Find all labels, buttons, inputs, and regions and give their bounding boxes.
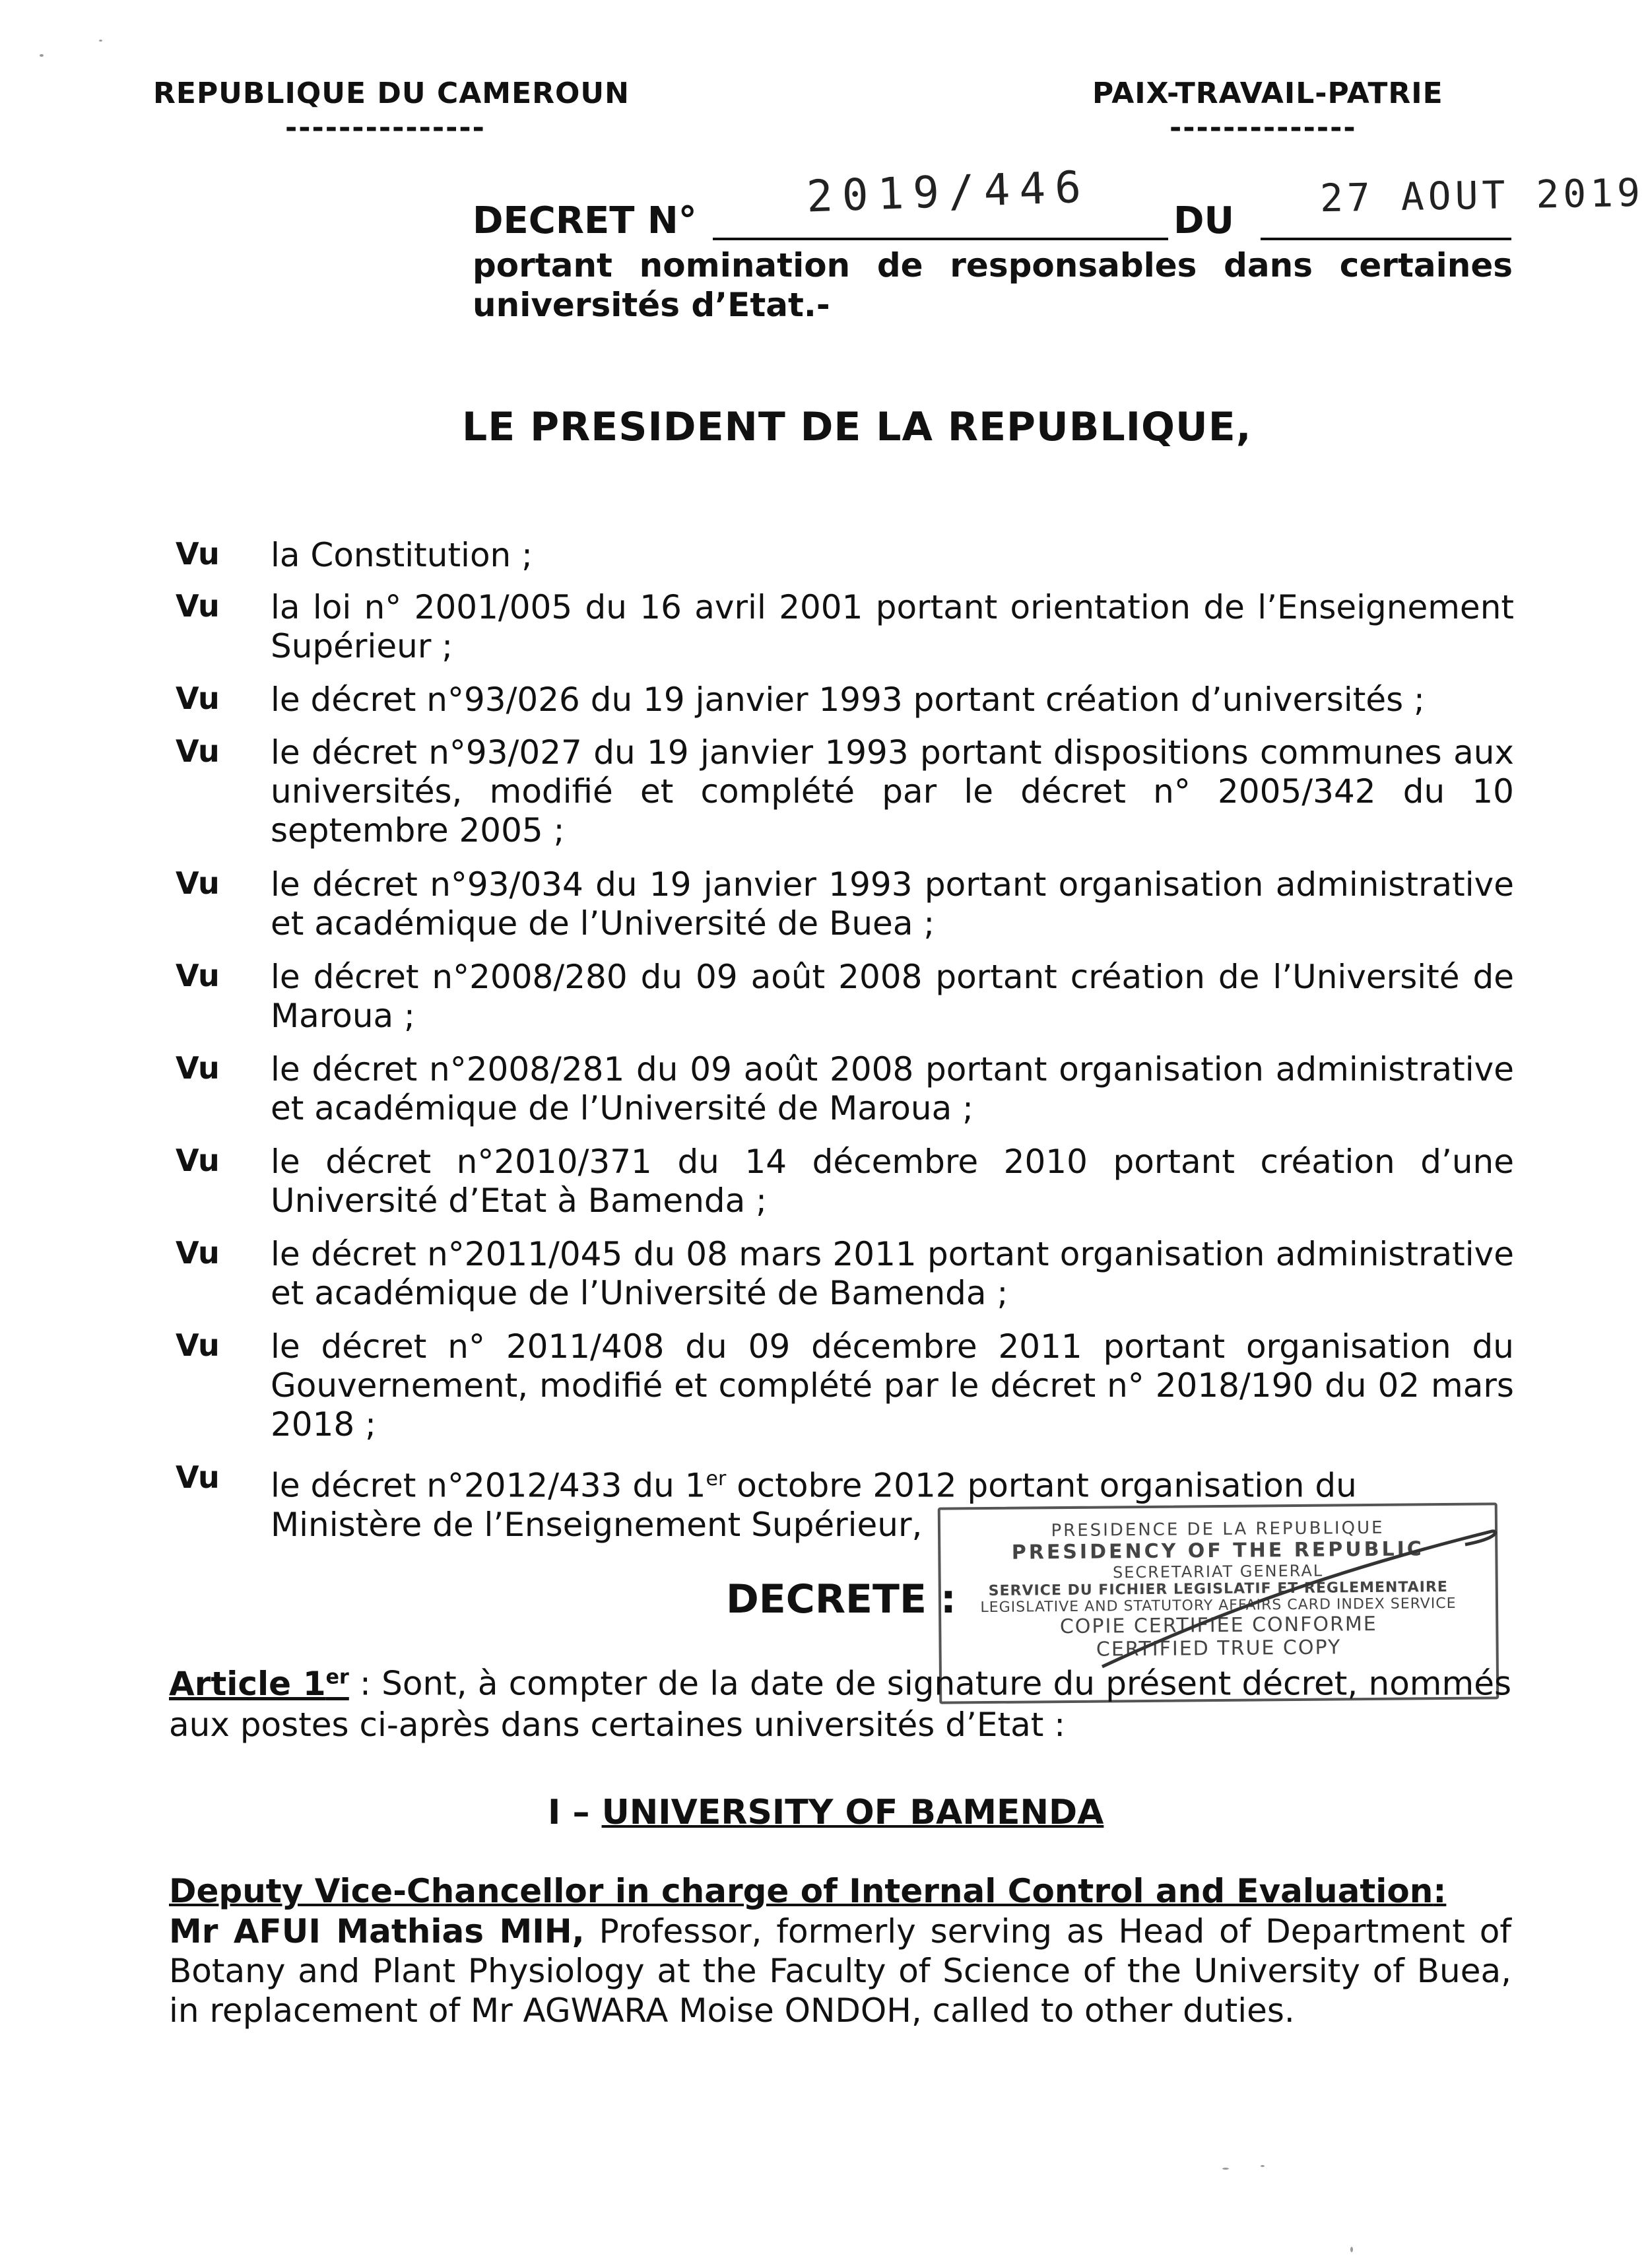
scan-speck: [1261, 2165, 1265, 2167]
article-1-label: Article 1er: [169, 1664, 349, 1703]
scan-speck: [40, 54, 44, 57]
header-right-dash: --------------: [1169, 111, 1357, 145]
scan-speck: [99, 40, 102, 42]
vu-text: le décret n°93/034 du 19 janvier 1993 portant organisation administrative et académique de l’Université de Buea ;: [271, 865, 1514, 943]
decree-date: 27 AOUT 2019: [1319, 170, 1645, 221]
article-1: [169, 1657, 1511, 1745]
vu-label: Vu: [176, 588, 220, 624]
section-title: UNIVERSITY OF BAMENDA: [601, 1793, 1104, 1832]
vu-label: Vu: [176, 733, 220, 769]
vu-text: le décret n°93/026 du 19 janvier 1993 portant création d’universités ;: [271, 681, 1425, 719]
header-right: PAIX-TRAVAIL-PATRIE: [1092, 77, 1443, 110]
appointment-text: [169, 1912, 1511, 2030]
vu-label: Vu: [176, 1235, 220, 1271]
decree-subtitle: portant nomination de responsables dans certaines universités d’Etat.-: [473, 246, 1513, 324]
vu-text: le décret n°2008/280 du 09 août 2008 portant création de l’Université de Maroua ;: [271, 958, 1514, 1035]
vu-label: Vu: [176, 681, 220, 716]
stamp-line: SECRETARIAT GENERAL: [1112, 1561, 1324, 1582]
stamp-line: PRESIDENCY OF THE REPUBLIC: [1011, 1537, 1424, 1564]
vu-last-sup: er: [706, 1467, 727, 1490]
header-left: REPUBLIQUE DU CAMEROUN: [153, 77, 630, 110]
appointment-detail: Professor, formerly serving as Head of Department of Botany and Plant Physiology at the Faculty of Science of the University of Buea, in replacement of Mr AGWARA Moise ONDOH, called to other duties.: [169, 1912, 1511, 2030]
stamp-line: CERTIFIED TRUE COPY: [1096, 1636, 1342, 1661]
header-left-dash: ---------------: [285, 111, 486, 145]
vu-label: Vu: [176, 536, 220, 572]
article-1-text: Sont, à compter de la date de signature du présent décret, nommés aux postes ci-après dans certaines universités d’Etat :: [169, 1664, 1512, 1744]
stamp-line: PRESIDENCE DE LA REPUBLIQUE: [1051, 1518, 1385, 1541]
vu-label: Vu: [176, 1143, 220, 1178]
stamp-line: COPIE CERTIFIEE CONFORME: [1059, 1612, 1377, 1639]
vu-label: Vu: [176, 1327, 220, 1363]
vu-label: Vu: [176, 1459, 220, 1495]
stamp-signature-mark: [1096, 1518, 1505, 1670]
vu-last-line2: Ministère de l’Enseignement Supérieur,: [271, 1505, 923, 1544]
vu-text: la loi n° 2001/005 du 16 avril 2001 portant orientation de l’Enseignement Supérieur ;: [271, 588, 1514, 665]
decree-date-line: [1261, 238, 1511, 240]
decree-number: 2019/446: [805, 161, 1092, 222]
stamp-line: LEGISLATIVE AND STATUTORY AFFAIRS CARD INDEX SERVICE: [980, 1595, 1457, 1617]
vu-last-before: le décret n°2012/433 du 1: [271, 1466, 706, 1505]
stamp-line: SERVICE DU FICHIER LEGISLATIF ET REGLEMENTAIRE: [988, 1578, 1448, 1600]
section-heading: [548, 1793, 1103, 1832]
appointment-position: Deputy Vice-Chancellor in charge of Internal Control and Evaluation:: [169, 1872, 1447, 1910]
vu-text: le décret n° 2011/408 du 09 décembre 2011 portant organisation du Gouvernement, modifié et complété par le décret n° 2018/190 du 02 mars 2018 ;: [271, 1327, 1514, 1444]
section-prefix: I –: [548, 1793, 602, 1832]
vu-text: le décret n°93/027 du 19 janvier 1993 portant dispositions communes aux universités, modifié et complété par le décret n° 2005/342 du 10 septembre 2005 ;: [271, 733, 1514, 850]
decrete-heading: DECRETE :: [726, 1576, 956, 1622]
vu-text: le décret n°2008/281 du 09 août 2008 portant organisation administrative et académique de l’Université de Maroua ;: [271, 1050, 1514, 1127]
vu-text: la Constitution ;: [271, 536, 533, 574]
decree-du-label: DU: [1173, 199, 1234, 242]
vu-text: le décret n°2011/045 du 08 mars 2011 portant organisation administrative et académique de l’Université de Bamenda ;: [271, 1235, 1514, 1312]
president-heading: LE PRESIDENT DE LA REPUBLIQUE,: [462, 404, 1252, 450]
article-1-colon: :: [348, 1664, 371, 1703]
appointee-name: Mr AFUI Mathias MIH,: [169, 1912, 585, 1951]
vu-label: Vu: [176, 958, 220, 993]
vu-label: Vu: [176, 865, 220, 901]
decree-label: DECRET N°: [473, 199, 697, 242]
vu-last-after: octobre 2012 portant organisation du: [726, 1466, 1357, 1505]
vu-text: le décret n°2010/371 du 14 décembre 2010 portant création d’une Université d’Etat à Bamenda ;: [271, 1143, 1514, 1220]
scan-speck: [1350, 2247, 1353, 2252]
scan-speck: [1222, 2168, 1229, 2170]
vu-label: Vu: [176, 1050, 220, 1086]
decree-number-line: [713, 238, 1168, 240]
